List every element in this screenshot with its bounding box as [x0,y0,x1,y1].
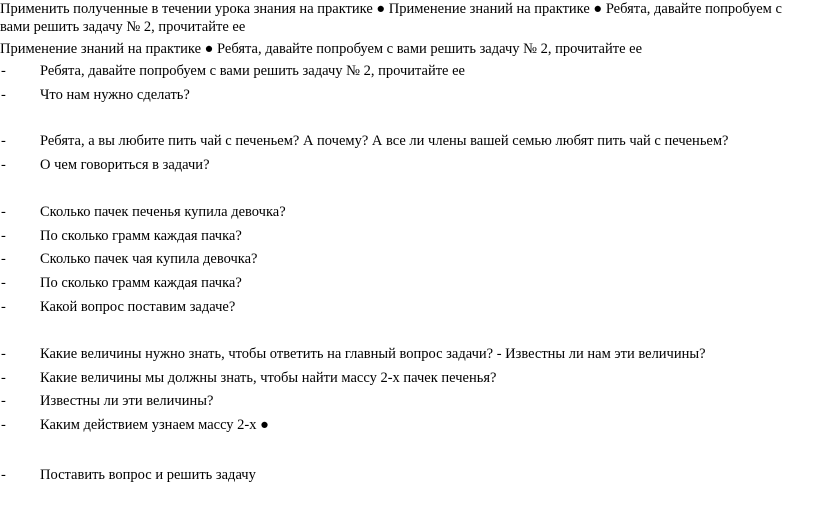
list-item [0,132,810,150]
list-item [0,298,810,316]
list-item-text: О чем говориться в задачи? [40,157,210,173]
list-item-text: Известны ли эти величины? [40,393,214,409]
list-item [0,274,810,292]
bullet-dash: - [1,275,6,291]
bullet-dash: - [1,370,6,386]
list-item [0,227,810,245]
list-item [0,156,810,174]
list-item-text: Каким действием узнаем массу 2-х ● [40,417,269,433]
bullet-dash: - [1,87,6,103]
list-item [0,416,810,434]
list-item-text: Сколько пачек печенья купила девочка? [40,204,286,220]
list-item [0,250,810,268]
list-item [0,466,810,484]
bullet-dash: - [1,157,6,173]
bullet-dash: - [1,63,6,79]
bullet-dash: - [1,204,6,220]
list-item [0,369,810,387]
bullet-dash: - [1,299,6,315]
list-item [0,62,810,80]
list-item-text: По сколько грамм каждая пачка? [40,228,242,244]
list-item-text: По сколько грамм каждая пачка? [40,275,242,291]
list-item-text: Какие величины мы должны знать, чтобы найти массу 2-х пачек печенья? [40,370,497,386]
list-item [0,392,810,410]
list-item-text: Ребята, давайте попробуем с вами решить задачу № 2, прочитайте ее [40,63,465,79]
list-item-text: Какие величины нужно знать, чтобы ответить на главный вопрос задачи? - Известны ли нам эти величины? [40,346,706,362]
list-item [0,203,810,221]
bullet-dash: - [1,346,6,362]
list-item [0,345,810,363]
intro-paragraph: Применить полученные в течении урока знания на практике ● Применение знаний на практике ● Ребята, давайте попробуем с вами решить задачу № 2, прочитайте ее [0,1,782,35]
list-item [0,86,810,104]
list-item-text: Ребята, а вы любите пить чай с печеньем? А почему? А все ли члены вашей семью любят пить чай с печеньем? [40,133,729,149]
bullet-dash: - [1,133,6,149]
list-item-text: Сколько пачек чая купила девочка? [40,251,258,267]
bullet-dash: - [1,393,6,409]
bullet-dash: - [1,467,6,483]
summary-paragraph: Применение знаний на практике ● Ребята, давайте попробуем с вами решить задачу № 2, прочитайте ее [0,41,643,57]
bullet-dash: - [1,228,6,244]
bullet-dash: - [1,251,6,267]
list-item-text: Какой вопрос поставим задаче? [40,299,236,315]
list-item-text: Поставить вопрос и решить задачу [40,467,256,483]
list-item-text: Что нам нужно сделать? [40,87,190,103]
bullet-dash: - [1,417,6,433]
